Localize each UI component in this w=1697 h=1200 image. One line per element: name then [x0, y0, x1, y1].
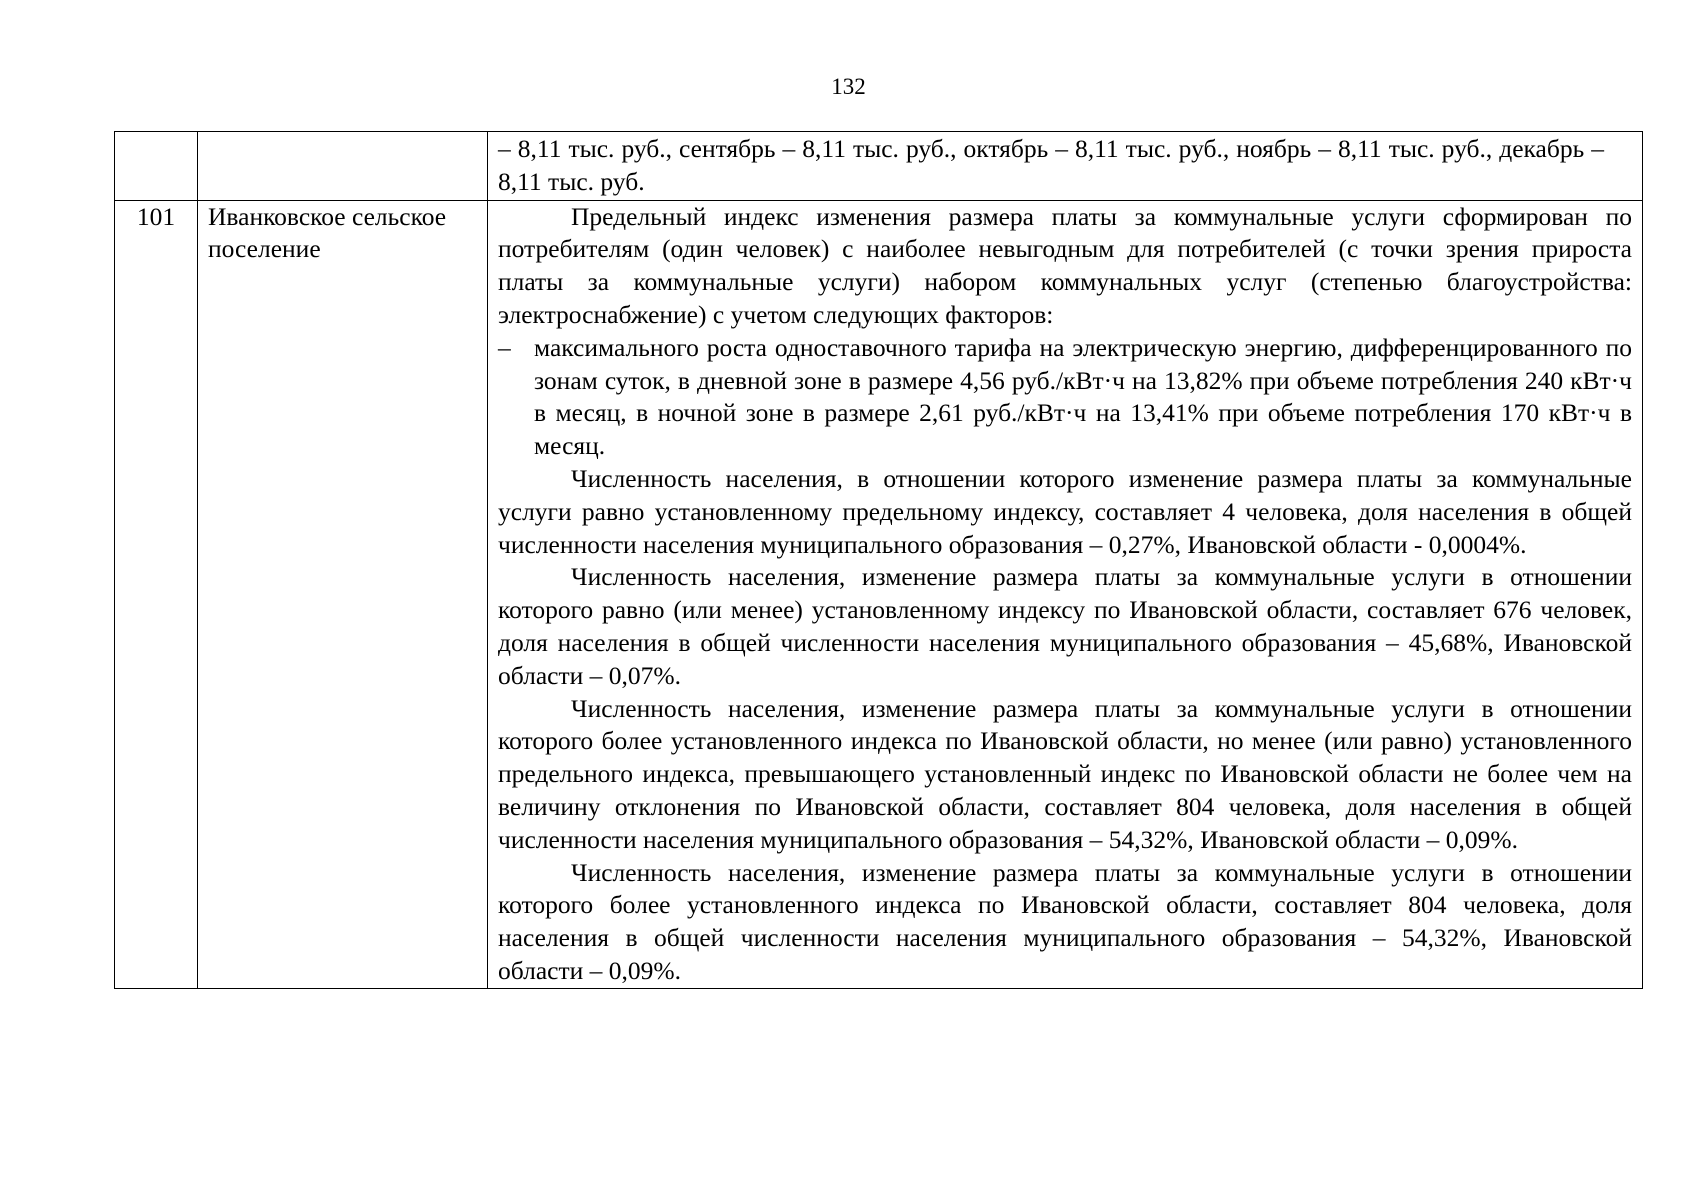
description-cell	[488, 200, 1643, 988]
population-paragraph-4: Численность населения, изменение размера платы за коммунальные услуги в отношении которого более установленного индекса по Ивановской области, составляет 804 человека, доля населения в общей численности населения муниципального образования – 54,32%, Ивановской области – 0,09%.	[498, 857, 1632, 985]
row-number-cell: 101	[115, 200, 198, 988]
municipality-name-cell	[198, 132, 488, 201]
carryover-text: – 8,11 тыс. руб., сентябрь – 8,11 тыс. руб., октябрь – 8,11 тыс. руб., ноябрь – 8,11 тыс. руб., декабрь –	[498, 134, 1604, 163]
municipality-name-cell: Иванковское сельское поселение	[198, 200, 488, 988]
population-paragraph-3: Численность населения, изменение размера платы за коммунальные услуги в отношении которого более установленного индекса по Ивановской области, но менее (или равно) установленного предельного индекса, превышающего установленный индекс по Ивановской области не более чем на величину отклонения по Ивановской области, составляет 804 человека, доля населения в общей численности населения муниципального образования – 54,32%, Ивановской области – 0,09%.	[498, 693, 1632, 854]
factor-text: максимального роста одноставочного тарифа на электрическую энергию, дифференцированного по зонам суток, в дневной зоне в размере 4,56 руб./кВт·ч на 13,82% при объеме потребления 240 кВт·ч в месяц, в ночной зоне в размере 2,61 руб./кВт·ч на 13,41% при объеме потребления 170 кВт·ч в месяц.	[534, 332, 1632, 461]
row-number-cell	[115, 132, 198, 201]
tariff-table	[114, 131, 1643, 989]
intro-paragraph: Предельный индекс изменения размера платы за коммунальные услуги сформирован по потребителям (один человек) с наиболее невыгодным для потребителей (с точки зрения прироста платы за коммунальные услуги) набором коммунальных услуг (степенью благоустройства: электроснабжение) с учетом следующих факторов:	[498, 201, 1632, 329]
table-row	[115, 200, 1643, 988]
factors-list	[498, 332, 1632, 463]
dash-marker: –	[498, 332, 511, 362]
table-row-carryover	[115, 132, 1643, 201]
population-paragraph-1: Численность населения, в отношении которого изменение размера платы за коммунальные услуги равно установленному предельному индексу, составляет 4 человека, доля населения в общей численности населения муниципального образования – 0,27%, Ивановской области - 0,0004%.	[498, 463, 1632, 559]
carryover-text-cell	[488, 132, 1643, 201]
page-number: 132	[831, 74, 866, 99]
list-item	[498, 332, 1632, 463]
carryover-text-end: 8,11 тыс. руб.	[498, 166, 645, 196]
population-paragraph-2: Численность населения, изменение размера платы за коммунальные услуги в отношении которого равно (или менее) установленному индексу по Ивановской области, составляет 676 человек, доля населения в общей численности населения муниципального образования – 45,68%, Ивановской области – 0,07%.	[498, 562, 1632, 690]
